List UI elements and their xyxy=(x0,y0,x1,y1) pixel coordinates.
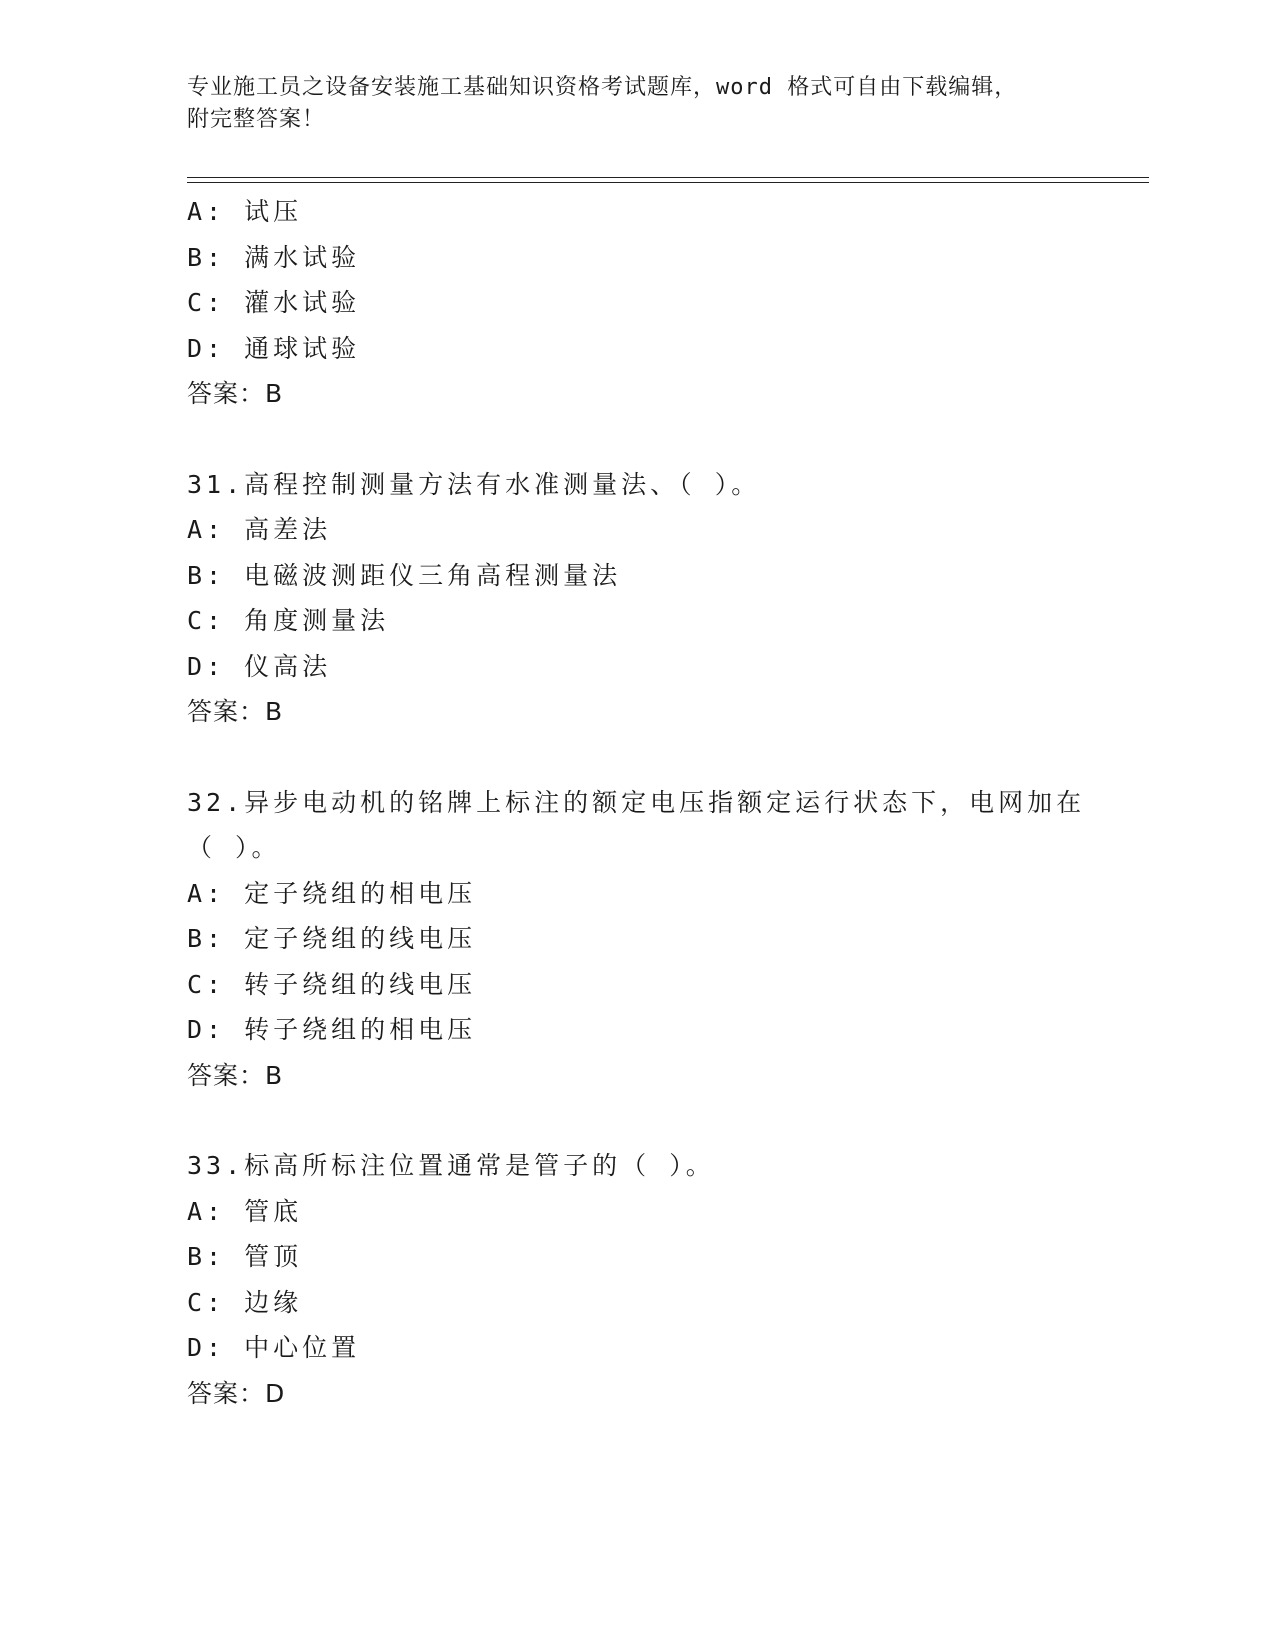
question-spacer xyxy=(187,1098,1087,1143)
question-32-block xyxy=(187,780,1087,1099)
question-31-block xyxy=(187,462,1087,735)
option-d: D: 转子绕组的相电压 xyxy=(187,1015,477,1044)
question-spacer xyxy=(187,417,1087,462)
option-d: D: 中心位置 xyxy=(187,1333,361,1362)
option-c: C: 灌水试验 xyxy=(187,288,361,317)
option-d: D: 仪高法 xyxy=(187,651,332,681)
header-divider-top xyxy=(187,177,1149,178)
option-b: B: 电磁波测距仪三角高程测量法 xyxy=(187,560,622,590)
option-c: C: 角度测量法 xyxy=(187,606,390,635)
document-header xyxy=(187,72,1087,136)
option-a: A: 定子绕组的相电压 xyxy=(187,878,477,908)
option-a: A: 试压 xyxy=(187,197,303,226)
header-line-1: 专业施工员之设备安装施工基础知识资格考试题库，word 格式可自由下载编辑， xyxy=(187,75,1018,100)
question-30-block xyxy=(187,189,1087,417)
option-a: A: 高差法 xyxy=(187,515,332,544)
question-text: 31.高程控制测量方法有水准测量法、（ ）。 xyxy=(187,469,761,499)
header-line-2: 附完整答案！ xyxy=(187,107,326,132)
question-text: 33.标高所标注位置通常是管子的（ ）。 xyxy=(187,1151,715,1180)
question-spacer xyxy=(187,735,1087,780)
option-b: B: 管顶 xyxy=(187,1242,303,1271)
answer-label: 答案：B xyxy=(187,379,284,408)
option-c: C: 转子绕组的线电压 xyxy=(187,969,477,999)
option-b: B: 满水试验 xyxy=(187,242,361,272)
header-divider-bottom xyxy=(187,182,1149,183)
answer-label: 答案：B xyxy=(187,697,284,726)
option-a: A: 管底 xyxy=(187,1196,303,1226)
question-list xyxy=(187,189,1087,1416)
option-c: C: 边缘 xyxy=(187,1287,303,1317)
answer-label: 答案：B xyxy=(187,1060,284,1090)
question-33-block xyxy=(187,1143,1087,1416)
question-text-line-2: （ ）。 xyxy=(187,833,281,862)
option-d: D: 通球试验 xyxy=(187,333,361,363)
question-text-line-1: 32.异步电动机的铭牌上标注的额定电压指额定运行状态下，电网加在 xyxy=(187,787,1086,817)
answer-label: 答案：D xyxy=(187,1378,286,1408)
option-b: B: 定子绕组的线电压 xyxy=(187,924,477,953)
